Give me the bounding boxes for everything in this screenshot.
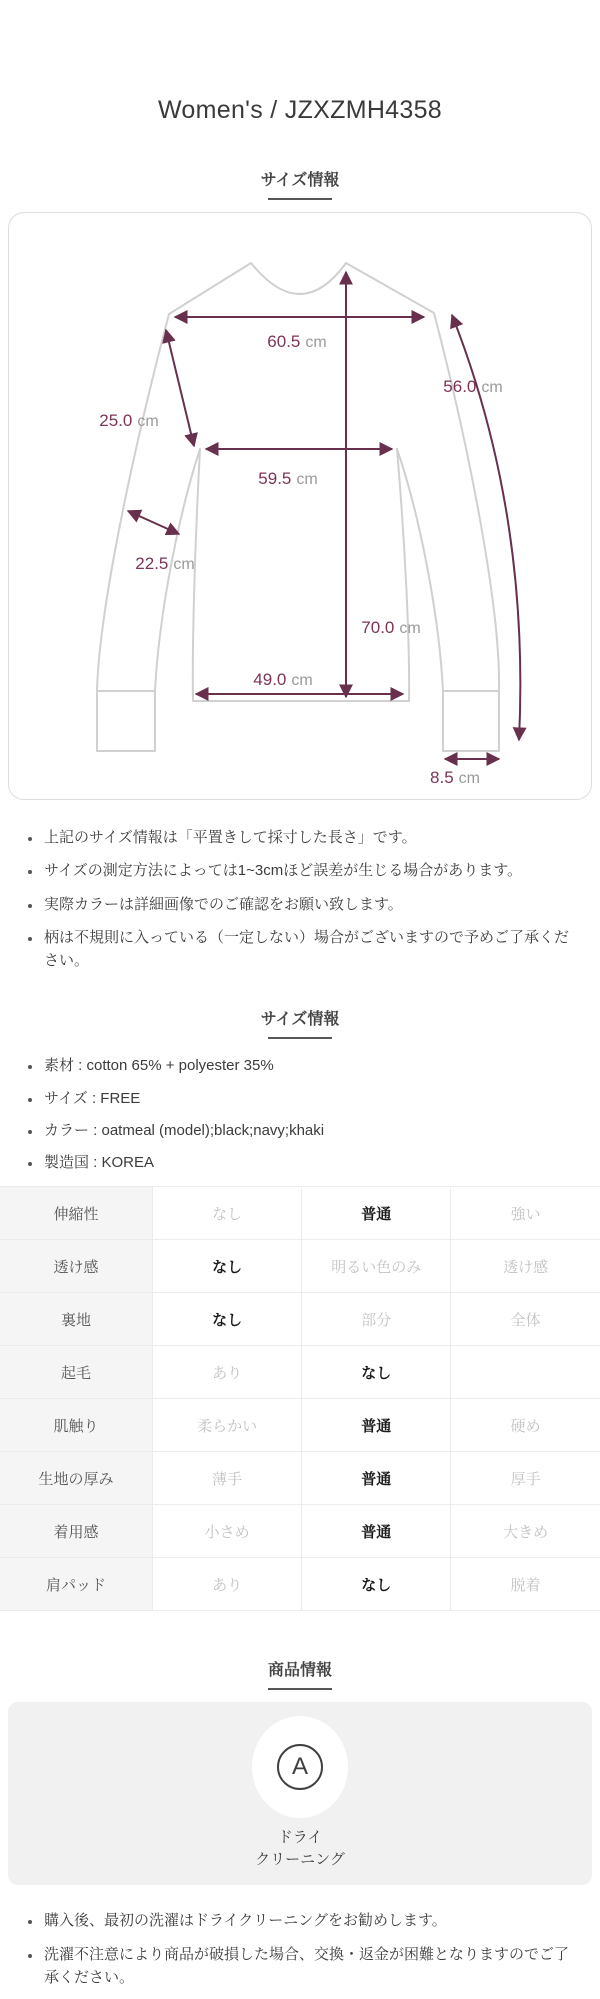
attribute-row: [0, 1399, 600, 1452]
measurement-hem-label: 49.0 cm: [253, 670, 313, 689]
attribute-option: 硬め: [451, 1399, 600, 1452]
section-title: サイズ情報: [260, 1011, 340, 1029]
product-details-list: [0, 1054, 600, 1174]
garment-measurement-diagram: [9, 213, 591, 799]
care-notes-list: [0, 1909, 600, 1989]
measurement-sleeve-label: 56.0 cm: [443, 377, 503, 396]
attribute-option-selected: なし: [302, 1346, 451, 1399]
note-item: • 実際カラーは詳細画像でのご確認をお願い致します。: [42, 893, 580, 916]
section-header-size-diagram: [0, 167, 600, 200]
attribute-option: 明るい色のみ: [302, 1240, 451, 1293]
section-title: サイズ情報: [260, 172, 340, 189]
care-info-box: [8, 1702, 592, 1885]
attribute-option-selected: なし: [153, 1240, 302, 1293]
attribute-option-selected: なし: [302, 1558, 451, 1611]
attribute-row: [0, 1505, 600, 1558]
measurement-total-length: [346, 272, 421, 697]
measurement-shoulder-label: 60.5 cm: [267, 332, 327, 351]
measurement-armhole: [99, 330, 194, 446]
care-label-line1: ドライ: [277, 1828, 323, 1846]
section-underline: [268, 1037, 332, 1039]
care-method-label: [255, 1827, 345, 1872]
attribute-row: [0, 1293, 600, 1346]
section-underline: [268, 1688, 332, 1690]
measurement-chest-width: [206, 449, 392, 488]
measurement-armhole-label: 25.0 cm: [99, 411, 159, 430]
note-item: • 洗濯不注意により商品が破損した場合、交換・返金が困難となりますのでご了承ください。: [42, 1943, 580, 1990]
attribute-label: 肌触り: [0, 1399, 153, 1452]
attribute-option: 柔らかい: [153, 1399, 302, 1452]
note-item: • 製造国 : KOREA: [42, 1151, 580, 1174]
section-title: 商品情報: [267, 1662, 332, 1680]
attribute-option: 小さめ: [153, 1505, 302, 1558]
attribute-row: [0, 1187, 600, 1240]
attribute-option-selected: 普通: [302, 1187, 451, 1240]
attribute-label: 裏地: [0, 1293, 153, 1346]
measurement-cuff-label: 8.5 cm: [430, 768, 480, 787]
size-notes-list: [0, 826, 600, 972]
note-item: • 上記のサイズ情報は「平置きして採寸した長さ」です。: [42, 826, 580, 849]
measurement-hem-width: [196, 670, 403, 694]
attribute-option: なし: [153, 1187, 302, 1240]
attribute-option: 全体: [451, 1293, 600, 1346]
page-title: Women's / JZXZMH4358: [157, 96, 442, 124]
attributes-table: [0, 1186, 600, 1611]
attribute-option: 部分: [302, 1293, 451, 1346]
note-item: • 購入後、最初の洗濯はドライクリーニングをお勧めします。: [42, 1909, 580, 1932]
note-item: • サイズ : FREE: [42, 1087, 580, 1110]
attribute-option: 大きめ: [451, 1505, 600, 1558]
note-item: • カラー : oatmeal (model);black;navy;khaki: [42, 1119, 580, 1142]
care-symbol-letter: A: [291, 1752, 308, 1780]
attribute-option: あり: [153, 1558, 302, 1611]
dry-cleaning-icon: [277, 1744, 323, 1790]
attribute-option-selected: なし: [153, 1293, 302, 1346]
measurement-sleeve-width-label: 22.5 cm: [135, 554, 195, 573]
attribute-label: 肩パッド: [0, 1558, 153, 1611]
attribute-option: 薄手: [153, 1452, 302, 1505]
attribute-option-selected: 普通: [302, 1505, 451, 1558]
attribute-option-selected: 普通: [302, 1399, 451, 1452]
attribute-option: 透け感: [451, 1240, 600, 1293]
attribute-option: [451, 1346, 600, 1399]
section-underline: [268, 198, 332, 200]
attribute-label: 着用感: [0, 1505, 153, 1558]
measurement-sleeve-width: [128, 511, 195, 573]
measurement-length-label: 70.0 cm: [361, 618, 421, 637]
attribute-label: 伸縮性: [0, 1187, 153, 1240]
care-label-line2: クリーニング: [255, 1851, 345, 1869]
attribute-row: [0, 1240, 600, 1293]
size-diagram-card: [8, 212, 592, 800]
attribute-option: あり: [153, 1346, 302, 1399]
attribute-option: 厚手: [451, 1452, 600, 1505]
attribute-row: [0, 1346, 600, 1399]
note-item: • 柄は不規則に入っている（一定しない）場合がございますので予めご了承ください。: [42, 926, 580, 973]
measurement-chest-label: 59.5 cm: [258, 469, 318, 488]
note-item: • 素材 : cotton 65% + polyester 35%: [42, 1054, 580, 1077]
attribute-option: 強い: [451, 1187, 600, 1240]
note-item: • サイズの測定方法によっては1~3cmほど誤差が生じる場合があります。: [42, 859, 580, 882]
attribute-option-selected: 普通: [302, 1452, 451, 1505]
measurement-cuff-width: [430, 759, 499, 787]
attribute-row: [0, 1558, 600, 1611]
attribute-label: 起毛: [0, 1346, 153, 1399]
attribute-row: [0, 1452, 600, 1505]
attribute-label: 生地の厚み: [0, 1452, 153, 1505]
care-symbol-badge: [252, 1716, 348, 1818]
measurement-shoulder-width: [175, 317, 424, 351]
attribute-option: 脱着: [451, 1558, 600, 1611]
section-header-size-details: [0, 1006, 600, 1039]
section-header-product-info: [0, 1657, 600, 1690]
attribute-label: 透け感: [0, 1240, 153, 1293]
